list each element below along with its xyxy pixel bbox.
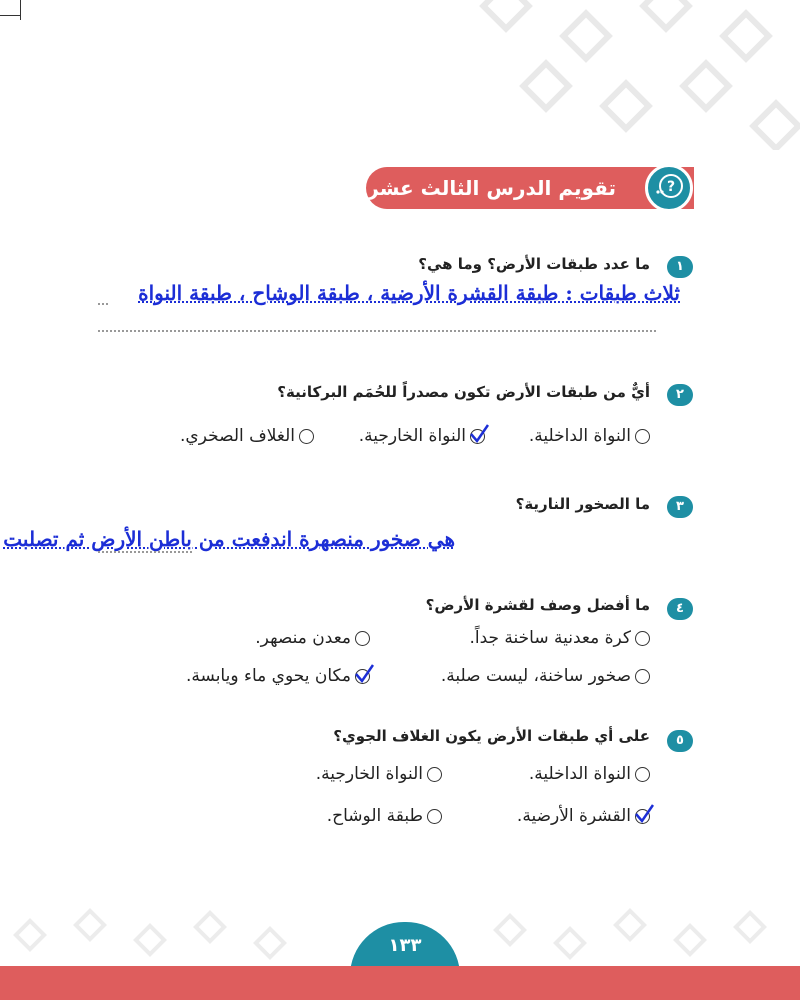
footer-bar bbox=[0, 966, 800, 1000]
option-label: معدن منصهر. bbox=[255, 628, 351, 648]
radio-button[interactable] bbox=[355, 631, 370, 646]
option[interactable] bbox=[180, 426, 314, 446]
option[interactable] bbox=[517, 806, 650, 826]
question-text: ما عدد طبقات الأرض؟ وما هي؟ bbox=[418, 255, 650, 273]
option-label: الغلاف الصخري. bbox=[180, 426, 295, 446]
option[interactable] bbox=[529, 764, 650, 784]
radio-button[interactable] bbox=[427, 809, 442, 824]
option[interactable] bbox=[255, 628, 370, 648]
handwritten-answer: ثلاث طبقات : طبقة القشرة الأرضية ، طبقة الوشاح ، طبقة النواة bbox=[138, 281, 680, 305]
background-pattern bbox=[430, 0, 800, 150]
handwritten-answer: هي صخور منصهرة اندفعت من باطن الأرض ثم تصلبت bbox=[3, 527, 455, 551]
banner-title: تقويم الدرس الثالث عشر bbox=[367, 176, 616, 200]
radio-button[interactable] bbox=[299, 429, 314, 444]
answer-line bbox=[98, 330, 656, 332]
checkmark-icon bbox=[634, 803, 654, 825]
option-label: النواة الخارجية. bbox=[358, 426, 466, 446]
option[interactable] bbox=[359, 426, 485, 446]
option[interactable] bbox=[441, 666, 650, 686]
option[interactable] bbox=[316, 764, 442, 784]
radio-button[interactable] bbox=[470, 429, 485, 444]
question-bubble-icon bbox=[645, 164, 693, 212]
option-label: القشرة الأرضية. bbox=[516, 806, 631, 826]
option-label: صخور ساخنة، ليست صلبة. bbox=[440, 666, 631, 686]
question-text: أيٌّ من طبقات الأرض تكون مصدراً للحُمَم البركانية؟ bbox=[277, 383, 650, 401]
option-label: النواة الداخلية. bbox=[528, 764, 631, 784]
checkmark-icon bbox=[354, 663, 374, 685]
radio-button[interactable] bbox=[355, 669, 370, 684]
option-label: النواة الداخلية. bbox=[528, 426, 631, 446]
option-label: طبقة الوشاح. bbox=[326, 806, 423, 826]
page-number: ١٣٣ bbox=[388, 935, 422, 956]
radio-button[interactable] bbox=[635, 631, 650, 646]
question-text: على أي طبقات الأرض يكون الغلاف الجوي؟ bbox=[333, 727, 650, 745]
answer-line bbox=[98, 303, 108, 305]
question-number: ٢ bbox=[667, 384, 693, 406]
radio-button[interactable] bbox=[635, 429, 650, 444]
option[interactable] bbox=[186, 666, 370, 686]
question-text: ما أفضل وصف لقشرة الأرض؟ bbox=[425, 596, 650, 614]
radio-button[interactable] bbox=[635, 767, 650, 782]
question-text: ما الصخور النارية؟ bbox=[515, 495, 650, 513]
radio-button[interactable] bbox=[427, 767, 442, 782]
checkmark-icon bbox=[469, 423, 489, 445]
crop-mark bbox=[20, 0, 21, 20]
question-number: ٣ bbox=[667, 496, 693, 518]
question-number: ٤ bbox=[667, 598, 693, 620]
svg-text:?: ? bbox=[666, 179, 676, 195]
option[interactable] bbox=[327, 806, 442, 826]
option[interactable] bbox=[469, 628, 650, 648]
question-number: ٥ bbox=[667, 730, 693, 752]
option[interactable] bbox=[529, 426, 650, 446]
option-label: كرة معدنية ساخنة جداً. bbox=[469, 628, 631, 648]
option-label: النواة الخارجية. bbox=[315, 764, 423, 784]
option-label: مكان يحوي ماء ويابسة. bbox=[186, 666, 351, 686]
question-number: ١ bbox=[667, 256, 693, 278]
answer-line bbox=[98, 551, 192, 553]
radio-button[interactable] bbox=[635, 669, 650, 684]
radio-button[interactable] bbox=[635, 809, 650, 824]
crop-mark bbox=[0, 15, 20, 16]
